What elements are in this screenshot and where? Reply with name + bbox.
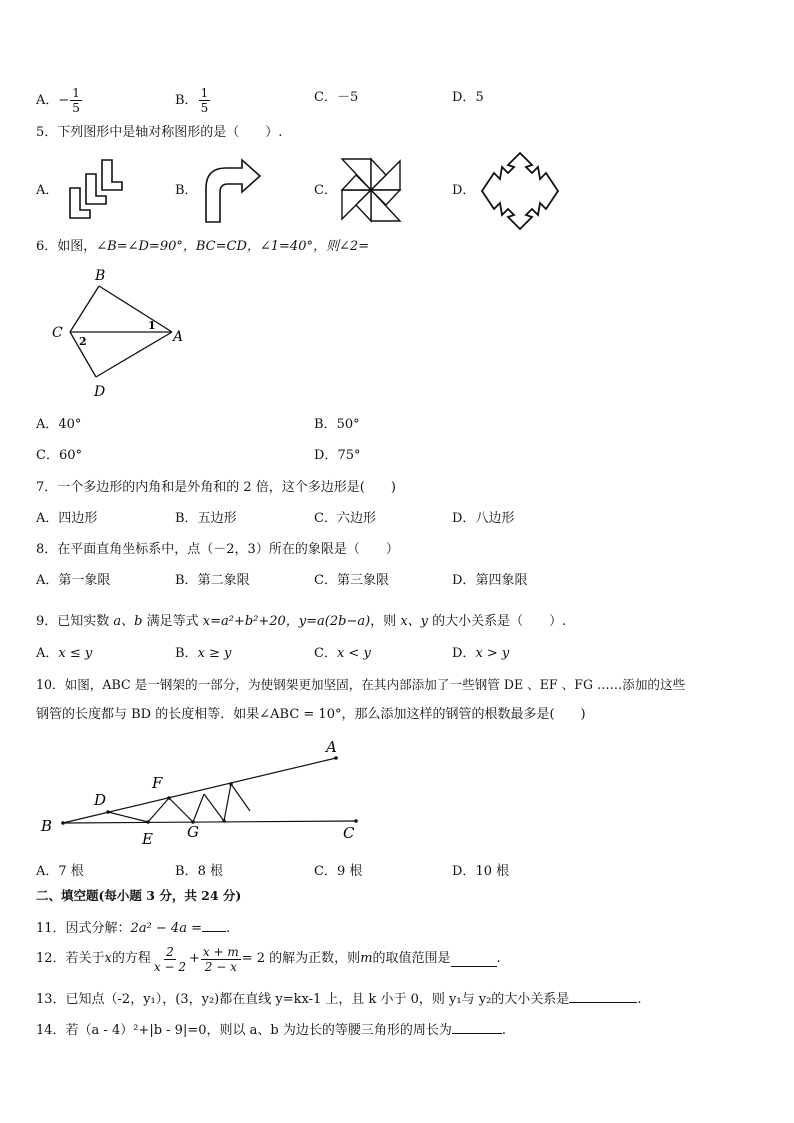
option-label: B． [175, 646, 198, 661]
q9-option-d [452, 645, 509, 663]
variable: m [360, 951, 373, 966]
stem-text: 的方程 [111, 951, 151, 966]
option-label: D． [452, 646, 476, 661]
option-text: 第二象限 [197, 573, 250, 588]
q7-stem: 7．一个多边形的内角和是外角和的 2 倍，这个多边形是( ) [36, 480, 396, 495]
option-label: A． [36, 864, 59, 879]
option-text: 八边形 [475, 511, 515, 526]
denominator: 5 [72, 101, 80, 115]
answer-blank[interactable] [451, 952, 497, 967]
option-text: 第三象限 [336, 573, 389, 588]
option-text: 75° [337, 448, 361, 463]
q8-option-b [175, 572, 250, 590]
vertex-a: A [173, 329, 184, 345]
option-text: 50° [336, 417, 360, 432]
pinwheel-icon [340, 157, 402, 223]
point-c: C [343, 824, 355, 842]
stem-text: 的取值范围是 [372, 951, 451, 966]
q10-option-b [175, 863, 223, 881]
option-label: D． [314, 448, 338, 463]
option-text: x ≤ y [58, 646, 93, 661]
stem-text: 14．若（a - 4）²+|b - 9|=0，则以 a、b 为边长的等腰三角形的周长为 [36, 1023, 452, 1038]
option-label: B． [175, 511, 198, 526]
expression: 2a² − 4a = [130, 921, 202, 936]
option-label: D． [452, 573, 476, 588]
option-text: x > y [475, 646, 510, 661]
numerator: 2 [166, 944, 174, 959]
minus-sign: − [58, 93, 70, 108]
q7-option-d [452, 510, 514, 528]
q7-option-c [314, 510, 376, 528]
vertex-c: C [52, 325, 63, 341]
option-label: B． [175, 864, 198, 879]
q6-option-c [36, 447, 82, 465]
fraction [199, 86, 211, 115]
q4-option-d [452, 89, 484, 107]
stem-math: ∠B=∠D=90°，BC=CD，∠1=40°，则∠2= [96, 239, 370, 254]
option-label: C． [314, 864, 337, 879]
stem-text: 满足等式 [142, 614, 203, 629]
point-a: A [326, 738, 337, 756]
option-text: x < y [336, 646, 371, 661]
numerator: 1 [72, 86, 80, 100]
q6-figure [46, 266, 196, 401]
curved-arrow-icon [200, 158, 264, 224]
q8-option-d [452, 572, 527, 590]
option-text: 10 根 [475, 864, 510, 879]
q10-figure [36, 736, 366, 852]
q10-option-c [314, 863, 362, 881]
q5-stem: 5．下列图形中是轴对称图形的是（ ）. [36, 125, 283, 140]
q7-option-b [175, 510, 237, 528]
option-text: 7 根 [58, 864, 84, 879]
option-text: 5 [475, 90, 484, 105]
option-label: D． [452, 90, 476, 105]
q13 [36, 988, 641, 1009]
option-label: C． [314, 646, 337, 661]
q5-option-d-label: D． [452, 183, 476, 198]
stem-text: 13．已知点（-2，y₁），(3，y₂)都在直线 y=kx-1 上，且 k 小于 0，则 y₁与 y₂的大小关系是 [36, 992, 570, 1007]
stem-text: 的大小关系是（ ）. [428, 614, 567, 629]
q5-option-b-label: B． [175, 183, 198, 198]
stem-equation: x=a²+b²+20，y=a(2b−a) [202, 614, 371, 629]
option-text: 五边形 [197, 511, 237, 526]
q11 [36, 917, 230, 938]
q6-option-a [36, 416, 81, 434]
option-text: x ≥ y [197, 646, 232, 661]
option-text: 8 根 [197, 864, 223, 879]
q4-option-a [36, 86, 83, 115]
fraction [70, 86, 82, 115]
vertex-d: D [94, 384, 106, 400]
q8-stem: 8．在平面直角坐标系中，点（－2，3）所在的象限是（ ） [36, 542, 399, 557]
angle-1-label: 1 [148, 319, 156, 332]
option-label: D． [452, 511, 476, 526]
option-label: B． [175, 93, 198, 108]
option-label: C． [36, 448, 59, 463]
option-label: B． [314, 417, 337, 432]
stem-vars: x、y [400, 614, 428, 629]
option-text: 第一象限 [58, 573, 111, 588]
stem-text: . [637, 992, 642, 1007]
q4-option-b [175, 86, 211, 115]
option-text: 9 根 [336, 864, 363, 879]
q5-option-a-label: A． [36, 183, 59, 198]
answer-blank[interactable] [569, 988, 637, 1003]
stem-text: 11．因式分解： [36, 921, 131, 936]
q10-stem-line1: 10．如图，ABC 是一钢架的一部分，为使钢架更加坚固，在其内部添加了一些钢管 DE 、EF 、FG ……添加的这些 [36, 677, 686, 692]
q10-stem-line2: 钢管的长度都与 BD 的长度相等．如果∠ABC = 10°，那么添加这样的钢管的根数最多是( ) [36, 707, 586, 722]
q7-option-a [36, 510, 97, 528]
option-text: 六边形 [336, 511, 376, 526]
option-label: A． [36, 646, 59, 661]
angle-2-label: 2 [79, 335, 87, 348]
answer-blank[interactable] [202, 917, 226, 932]
q9-stem [36, 613, 566, 631]
option-label: C． [314, 90, 337, 105]
q9-option-a [36, 645, 92, 663]
fraction-2 [201, 945, 241, 974]
answer-blank[interactable] [452, 1019, 502, 1034]
fraction-1 [152, 945, 188, 974]
option-text: 60° [58, 448, 82, 463]
q6-option-d [314, 447, 360, 465]
section-title: 二、填空题(每小题 3 分，共 24 分) [36, 888, 242, 903]
point-f: F [152, 774, 163, 792]
q14 [36, 1019, 506, 1040]
point-g: G [187, 823, 199, 841]
denominator: 5 [200, 101, 209, 115]
option-label: A． [36, 417, 59, 432]
stem-text: ，则 [370, 614, 401, 629]
vertex-b: B [95, 268, 106, 284]
plus-sign: + [189, 951, 200, 966]
q8-option-a [36, 572, 110, 590]
option-text: 40° [58, 417, 82, 432]
option-label: C． [314, 511, 337, 526]
stem-text: . [501, 1023, 506, 1038]
stem-text: . [225, 921, 231, 936]
option-text: 四边形 [58, 511, 98, 526]
numerator: 1 [200, 86, 209, 100]
option-label: D． [452, 864, 476, 879]
q5-option-c-label: C． [314, 183, 337, 198]
q10-option-d [452, 863, 509, 881]
q6-stem [36, 238, 369, 256]
stem-text: 12．若关于 [36, 951, 105, 966]
q9-option-b [175, 645, 231, 663]
option-label: A． [36, 93, 59, 108]
option-label: C． [314, 573, 337, 588]
stem-text: 9．已知实数 [36, 614, 114, 629]
stem-text: 6．如图， [36, 239, 97, 254]
q4-option-c [314, 89, 358, 107]
q8-option-c [314, 572, 389, 590]
q10-option-a [36, 863, 84, 881]
variable: x [104, 951, 112, 966]
point-d: D [94, 791, 107, 809]
stem-text: = 2 的解为正数，则 [241, 951, 361, 966]
numerator: x + m [202, 944, 239, 959]
q12 [36, 944, 501, 974]
point-e: E [142, 830, 153, 848]
q6-option-b [314, 416, 360, 434]
option-label: B． [175, 573, 198, 588]
stem-vars: a、b [113, 614, 143, 629]
denominator: x − 2 [153, 959, 186, 974]
denominator: 2 − x [204, 959, 237, 974]
point-b: B [41, 817, 53, 835]
stacked-l-shapes-icon [64, 156, 126, 220]
option-text: 第四象限 [475, 573, 528, 588]
q9-option-c [314, 645, 371, 663]
option-text: －5 [336, 90, 359, 105]
four-arrow-star-icon [480, 151, 560, 231]
option-label: A． [36, 573, 59, 588]
stem-text: . [496, 951, 501, 966]
option-label: A． [36, 511, 59, 526]
